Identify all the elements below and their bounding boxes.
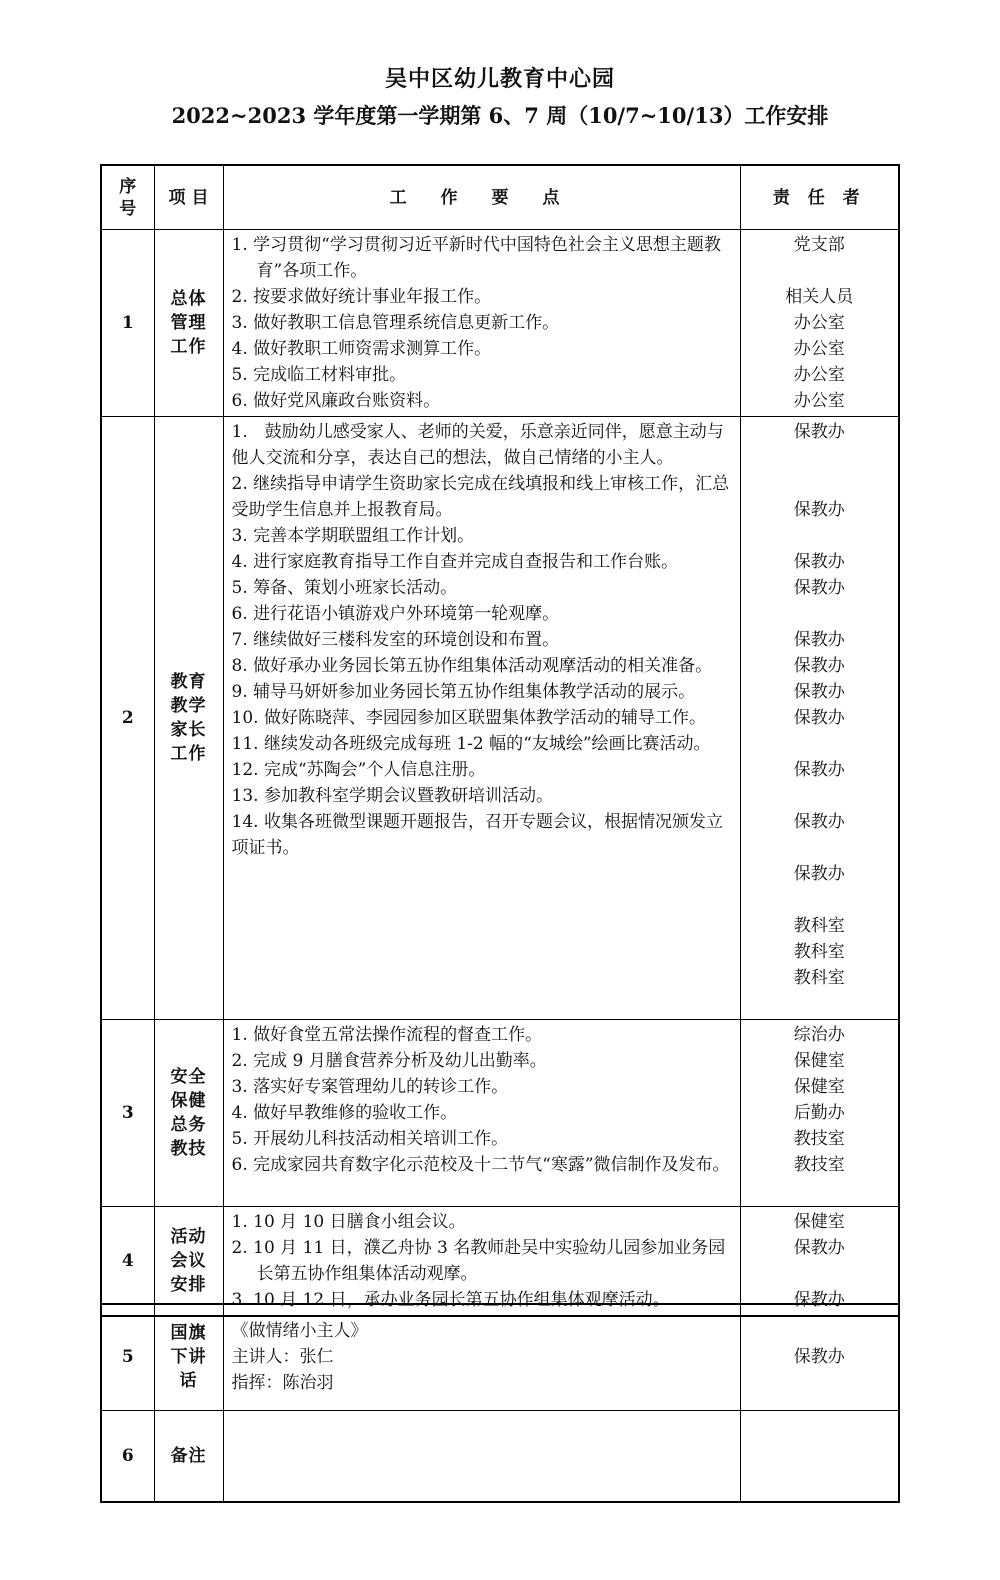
section-category-label: 安全保健总务教技 [170,1067,207,1159]
section-tasks [223,230,740,417]
section-number: 2 [101,417,154,1020]
extra-table [100,1303,900,1503]
header-tasks: 工 作 要 点 [223,165,740,230]
header-no: 序号 [101,165,154,230]
task-item: 10. 做好陈晓萍、李园园参加区联盟集体教学活动的辅导工作。 [231,708,706,728]
responsible-party: 保教办 [793,578,845,598]
task-item: 5. 完成临工材料审批。 [231,365,407,385]
responsible-party: 保教办 [793,656,845,676]
task-item: 11. 继续发动各班级完成每班 1-2 幅的“友城绘”绘画比赛活动。 [231,734,711,754]
section-category [154,1207,223,1317]
section-number: 4 [101,1207,154,1317]
section-category [154,1020,223,1207]
org-title: 吴中区幼儿教育中心园 [384,66,615,92]
responsible-party: 保健室 [793,1051,845,1071]
responsible-party [740,1410,899,1502]
responsible-party: 保教办 [793,864,845,884]
responsible-party: 后勤办 [793,1103,845,1123]
responsible-party: 保教办 [793,500,845,520]
task-item: 4. 进行家庭教育指导工作自查并完成自查报告和工作台账。 [231,552,679,572]
section-category-label: 备注 [170,1445,207,1466]
responsible-party: 保教办 [793,552,845,572]
section-category-label: 教育教学家长工作 [170,672,207,764]
speech-details [223,1304,740,1410]
speech-details [223,1410,740,1502]
task-item: 14. 收集各班微型课题开题报告，召开专题会议，根据情况颁发立项证书。 [231,812,723,858]
responsible-party: 教科室 [793,942,845,962]
section-responsible [740,1207,899,1317]
task-item: 1. 做好食堂五常法操作流程的督查工作。 [231,1025,543,1045]
section-row [101,417,899,1020]
responsible-party: 保教办 [793,630,845,650]
extra-row [101,1304,899,1410]
responsible-party: 保教办 [793,682,845,702]
section-tasks [223,417,740,1020]
task-item: 2. 完成 9 月膳食营养分析及幼儿出勤率。 [231,1051,547,1071]
section-tasks [223,1020,740,1207]
task-item: 2. 按要求做好统计事业年报工作。 [231,287,492,307]
section-responsible [740,230,899,417]
work-schedule-table [100,164,900,1317]
section-number: 1 [101,230,154,417]
task-item: 3. 10 月 12 日，承办业务园长第五协作组集体观摩活动。 [231,1290,670,1310]
responsible-party: 党支部 [793,235,845,255]
task-item: 3. 落实好专案管理幼儿的转诊工作。 [231,1077,509,1097]
responsible-party: 保教办 [740,1304,899,1410]
responsible-party: 相关人员 [785,287,854,307]
task-item: 3. 完善本学期联盟组工作计划。 [231,526,475,546]
responsible-party: 办公室 [793,391,845,411]
responsible-party: 办公室 [793,313,845,333]
table-header-row [101,165,899,230]
responsible-party: 保教办 [793,812,845,832]
task-item: 9. 辅导马妍妍参加业务园长第五协作组集体教学活动的展示。 [231,682,696,702]
section-row [101,1020,899,1207]
speech-line: 《做情绪小主人》 [231,1321,368,1342]
task-item: 8. 做好承办业务园长第五协作组集体活动观摩活动的相关准备。 [231,656,713,676]
task-item: 1. 10 月 10 日膳食小组会议。 [231,1212,466,1232]
task-item: 5. 筹备、策划小班家长活动。 [231,578,458,598]
responsible-party: 综治办 [793,1025,845,1045]
task-item: 4. 做好早教维修的验收工作。 [231,1103,458,1123]
task-item: 6. 进行花语小镇游戏户外环境第一轮观摩。 [231,604,560,624]
section-responsible [740,417,899,1020]
responsible-party: 保教办 [793,708,845,728]
task-item: 6. 做好党风廉政台账资料。 [231,391,441,411]
task-item: 1. 鼓励幼儿感受家人、老师的关爱，乐意亲近同伴，愿意主动与他人交流和分享，表达自己的想法，做自己情绪的小主人。 [231,422,724,468]
task-item: 5. 开展幼儿科技活动相关培训工作。 [231,1129,509,1149]
header-category: 项 目 [154,165,223,230]
task-item: 12. 完成“苏陶会”个人信息注册。 [231,760,486,780]
section-category-label: 国旗下讲话 [170,1323,207,1392]
responsible-party: 教技室 [793,1129,845,1149]
schedule-subtitle: 2022~2023 学年度第一学期第 6、7 周（10/7~10/13）工作安排 [171,103,829,128]
responsible-party: 保教办 [793,1290,845,1310]
section-category [154,1410,223,1502]
responsible-party: 保教办 [793,760,845,780]
task-item: 2. 10 月 11 日，濮乙舟协 3 名教师赴吴中实验幼儿园参加业务园长第五协作组集体活动观摩。 [231,1238,726,1284]
task-item: 4. 做好教职工师资需求测算工作。 [231,339,492,359]
responsible-party: 教科室 [793,968,845,988]
responsible-party: 教科室 [793,916,845,936]
section-category-label: 活动会议安排 [170,1227,207,1295]
responsible-party: 办公室 [793,339,845,359]
section-tasks [223,1207,740,1317]
section-category [154,1304,223,1410]
responsible-party: 保健室 [793,1212,845,1232]
speech-line: 主讲人：张仁 [231,1347,334,1368]
task-item: 6. 完成家园共育数字化示范校及十二节气“寒露”微信制作及发布。 [231,1155,730,1175]
section-responsible [740,1020,899,1207]
task-item: 1. 学习贯彻“学习贯彻习近平新时代中国特色社会主义思想主题教育”各项工作。 [231,235,721,281]
section-number: 3 [101,1020,154,1207]
speech-line: 指挥：陈治羽 [231,1373,334,1394]
task-item: 3. 做好教职工信息管理系统信息更新工作。 [231,313,560,333]
responsible-party: 教技室 [793,1155,845,1175]
extra-row [101,1410,899,1502]
section-category [154,417,223,1020]
section-number: 6 [101,1410,154,1502]
section-number: 5 [101,1304,154,1410]
task-item: 2. 继续指导申请学生资助家长完成在线填报和线上审核工作，汇总受助学生信息并上报教育局。 [231,474,730,520]
responsible-party: 办公室 [793,365,845,385]
section-category-label: 总体管理工作 [170,289,207,357]
responsible-party: 保教办 [793,422,845,442]
responsible-party: 保教办 [793,1238,845,1258]
section-row [101,230,899,417]
task-item: 13. 参加教科室学期会议暨教研培训活动。 [231,786,553,806]
section-category [154,230,223,417]
responsible-party: 保健室 [793,1077,845,1097]
task-item: 7. 继续做好三楼科发室的环境创设和布置。 [231,630,560,650]
section-row [101,1207,899,1317]
header-responsible: 责 任 者 [740,165,899,230]
